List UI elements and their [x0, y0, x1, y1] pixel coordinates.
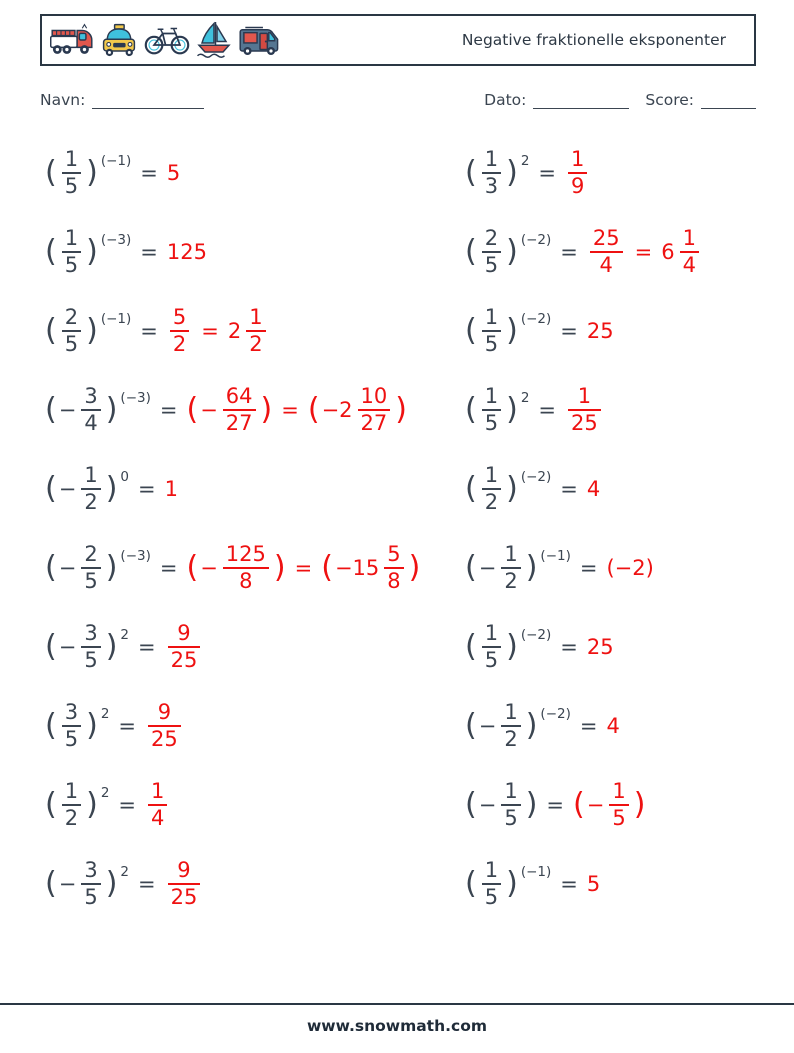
equals: = [281, 397, 299, 422]
exponent: (−1) [520, 863, 552, 880]
math-text: 25 [586, 318, 614, 343]
fraction: $\frac{125}{8}$ [222, 543, 270, 592]
math-text: − [58, 634, 77, 659]
equals: = [138, 634, 156, 659]
camper-van-icon [238, 22, 282, 58]
fraction: $\frac{2}{5}$ [61, 306, 82, 355]
paren: ) [395, 391, 407, 427]
math-text: −2 [321, 397, 353, 422]
fraction: $\frac{1}{5}$ [481, 385, 502, 434]
paren: ) [105, 391, 118, 427]
paren: ) [105, 865, 118, 901]
fraction: $\frac{1}{5}$ [481, 306, 502, 355]
problem-right-5 [465, 449, 794, 528]
exponent: (−2) [520, 626, 552, 643]
paren: ) [86, 154, 98, 190]
math-text: − [478, 792, 497, 817]
equals: = [118, 792, 137, 817]
paren: ( [465, 154, 477, 190]
problem-right-8 [465, 686, 794, 765]
equals: = [159, 397, 178, 422]
fields-row [40, 91, 756, 109]
fraction: $\frac{25}{4}$ [589, 227, 624, 276]
equals: = [579, 713, 598, 738]
equals: = [538, 397, 557, 422]
fraction: $\frac{9}{25}$ [167, 859, 202, 908]
fraction: $\frac{1}{5}$ [500, 780, 521, 829]
score-input-line[interactable] [701, 93, 756, 109]
paren: ) [525, 786, 538, 822]
paren: ( [321, 549, 333, 585]
footer-site-link: www.snowmath.com [306, 1017, 487, 1035]
math-text: (−2) [606, 555, 654, 580]
paren: ( [465, 391, 477, 427]
footer-divider [0, 1003, 794, 1005]
math-text: 125 [166, 239, 207, 264]
fraction: $\frac{1}{2}$ [500, 701, 521, 750]
exponent: (−1) [100, 152, 132, 169]
math-text: − [58, 476, 77, 501]
exponent: 2 [120, 863, 130, 880]
problem-left-4 [45, 370, 465, 449]
exponent: (−1) [100, 310, 132, 327]
fraction: $\frac{1}{5}$ [61, 148, 82, 197]
equals: = [560, 634, 578, 659]
equals: = [579, 555, 598, 580]
fraction: $\frac{9}{25}$ [147, 701, 182, 750]
fraction: $\frac{3}{4}$ [80, 385, 101, 434]
fraction: $\frac{1}{4}$ [147, 780, 168, 829]
problem-right-2 [465, 212, 794, 291]
paren: ) [408, 549, 421, 585]
paren: ) [506, 628, 518, 664]
header-box [40, 14, 756, 66]
paren: ( [45, 154, 57, 190]
fraction: $\frac{1}{2}$ [500, 543, 521, 592]
paren: ( [186, 549, 199, 585]
equals: = [159, 555, 178, 580]
paren: ( [45, 786, 57, 822]
equals: = [560, 239, 578, 264]
math-text: − [586, 792, 605, 817]
paren: ( [186, 391, 199, 427]
equals: = [560, 476, 578, 501]
problem-left-6 [45, 528, 465, 607]
date-field [484, 91, 629, 109]
fraction: $\frac{1}{5}$ [608, 780, 629, 829]
math-text: 5 [586, 871, 601, 896]
name-label: Navn: [40, 91, 86, 109]
date-label: Dato: [484, 91, 527, 109]
math-text: 4 [606, 713, 620, 738]
problem-right-1 [465, 133, 794, 212]
paren: ) [506, 470, 518, 506]
fraction: $\frac{1}{5}$ [481, 622, 502, 671]
date-input-line[interactable] [533, 93, 629, 109]
fraction: $\frac{1}{3}$ [481, 148, 502, 197]
math-text: 1 [164, 476, 178, 501]
paren: ( [307, 391, 320, 427]
worksheet-title: Negative fraktionelle eksponenter [461, 31, 726, 49]
math-text: − [58, 397, 77, 422]
fraction: $\frac{1}{5}$ [481, 859, 502, 908]
equals: = [140, 239, 158, 264]
paren: ) [273, 549, 286, 585]
paren: ( [465, 312, 477, 348]
math-text: − [58, 871, 77, 896]
fraction: $\frac{5}{2}$ [169, 306, 190, 355]
equals: = [118, 713, 137, 738]
math-text: −15 [334, 555, 380, 580]
math-text: − [478, 713, 497, 738]
exponent: (−2) [520, 468, 552, 485]
paren: ( [465, 786, 477, 822]
math-text: − [200, 397, 218, 422]
equals: = [634, 239, 653, 264]
paren: ) [86, 707, 98, 743]
problem-left-10 [45, 844, 465, 923]
paren: ) [260, 391, 273, 427]
paren: ) [506, 391, 518, 427]
math-text: − [58, 555, 77, 580]
fraction: $\frac{9}{25}$ [167, 622, 202, 671]
fraction: $\frac{2}{5}$ [80, 543, 101, 592]
exponent: 2 [520, 389, 530, 406]
paren: ) [506, 233, 518, 269]
exponent: (−2) [520, 310, 552, 327]
fraction: $\frac{3}{5}$ [80, 622, 101, 671]
problem-right-6 [465, 528, 794, 607]
exponent: 0 [120, 468, 130, 485]
exponent: (−1) [540, 547, 571, 564]
taxi-icon [97, 21, 141, 59]
fraction: $\frac{3}{5}$ [61, 701, 82, 750]
equals: = [140, 318, 158, 343]
problem-right-4 [465, 370, 794, 449]
paren: ( [45, 628, 57, 664]
paren: ( [465, 470, 477, 506]
paren: ) [633, 786, 646, 822]
equals: = [138, 476, 156, 501]
sailboat-icon [193, 20, 235, 60]
paren: ) [506, 154, 518, 190]
name-input-line[interactable] [92, 93, 204, 109]
equals: = [140, 160, 158, 185]
equals: = [538, 160, 557, 185]
fraction: $\frac{1}{2}$ [245, 306, 266, 355]
fraction: $\frac{1}{2}$ [80, 464, 101, 513]
problem-left-9 [45, 765, 465, 844]
math-text: 25 [586, 634, 614, 659]
exponent: (−2) [520, 231, 552, 248]
fraction: $\frac{3}{5}$ [80, 859, 101, 908]
equals: = [138, 871, 156, 896]
paren: ( [45, 470, 57, 506]
exponent: 2 [100, 784, 110, 801]
name-field [40, 91, 204, 109]
paren: ( [465, 233, 477, 269]
math-text: − [200, 555, 218, 580]
problem-left-5 [45, 449, 465, 528]
fraction: $\frac{5}{8}$ [383, 543, 404, 592]
equals: = [201, 318, 219, 343]
fraction: $\frac{1}{4}$ [679, 227, 700, 276]
fraction: $\frac{10}{27}$ [357, 385, 392, 434]
math-text: 4 [586, 476, 601, 501]
paren: ) [86, 786, 98, 822]
problem-right-3 [465, 291, 794, 370]
paren: ) [105, 470, 118, 506]
paren: ( [465, 628, 477, 664]
fraction: $\frac{1}{25}$ [567, 385, 602, 434]
problem-right-10 [465, 844, 794, 923]
fraction: $\frac{1}{9}$ [567, 148, 588, 197]
paren: ( [465, 865, 477, 901]
paren: ( [45, 233, 57, 269]
vehicle-icons [50, 20, 282, 60]
math-text: − [478, 555, 497, 580]
problem-left-2 [45, 212, 465, 291]
paren: ( [45, 707, 57, 743]
paren: ( [45, 865, 57, 901]
exponent: (−3) [100, 231, 132, 248]
paren: ( [45, 549, 57, 585]
math-text: 6 [661, 239, 675, 264]
score-label: Score: [645, 91, 694, 109]
paren: ) [105, 628, 118, 664]
paren: ) [506, 312, 518, 348]
exponent: 2 [120, 626, 130, 643]
score-field [645, 91, 756, 109]
fire-truck-icon [50, 21, 94, 59]
math-text: 2 [227, 318, 242, 343]
fraction: $\frac{1}{2}$ [61, 780, 82, 829]
problems-grid [45, 133, 794, 923]
paren: ) [525, 707, 538, 743]
paren: ( [573, 786, 585, 822]
paren: ) [525, 549, 538, 585]
paren: ( [465, 549, 477, 585]
paren: ( [45, 391, 57, 427]
exponent: (−3) [120, 547, 151, 564]
fraction: $\frac{64}{27}$ [222, 385, 257, 434]
math-text: 5 [166, 160, 181, 185]
problem-left-3 [45, 291, 465, 370]
equals: = [560, 318, 578, 343]
exponent: (−2) [540, 705, 571, 722]
equals: = [294, 555, 313, 580]
fraction: $\frac{1}{2}$ [481, 464, 502, 513]
problem-right-9 [465, 765, 794, 844]
equals: = [546, 792, 565, 817]
problem-left-1 [45, 133, 465, 212]
equals: = [560, 871, 578, 896]
paren: ) [86, 312, 98, 348]
paren: ) [506, 865, 518, 901]
problem-left-8 [45, 686, 465, 765]
paren: ) [86, 233, 98, 269]
problem-left-7 [45, 607, 465, 686]
paren: ) [105, 549, 118, 585]
fraction: $\frac{1}{5}$ [61, 227, 82, 276]
paren: ( [465, 707, 477, 743]
paren: ( [45, 312, 57, 348]
fraction: $\frac{2}{5}$ [481, 227, 502, 276]
exponent: 2 [520, 152, 530, 169]
exponent: 2 [100, 705, 110, 722]
bicycle-icon [144, 22, 190, 58]
problem-right-7 [465, 607, 794, 686]
exponent: (−3) [120, 389, 151, 406]
